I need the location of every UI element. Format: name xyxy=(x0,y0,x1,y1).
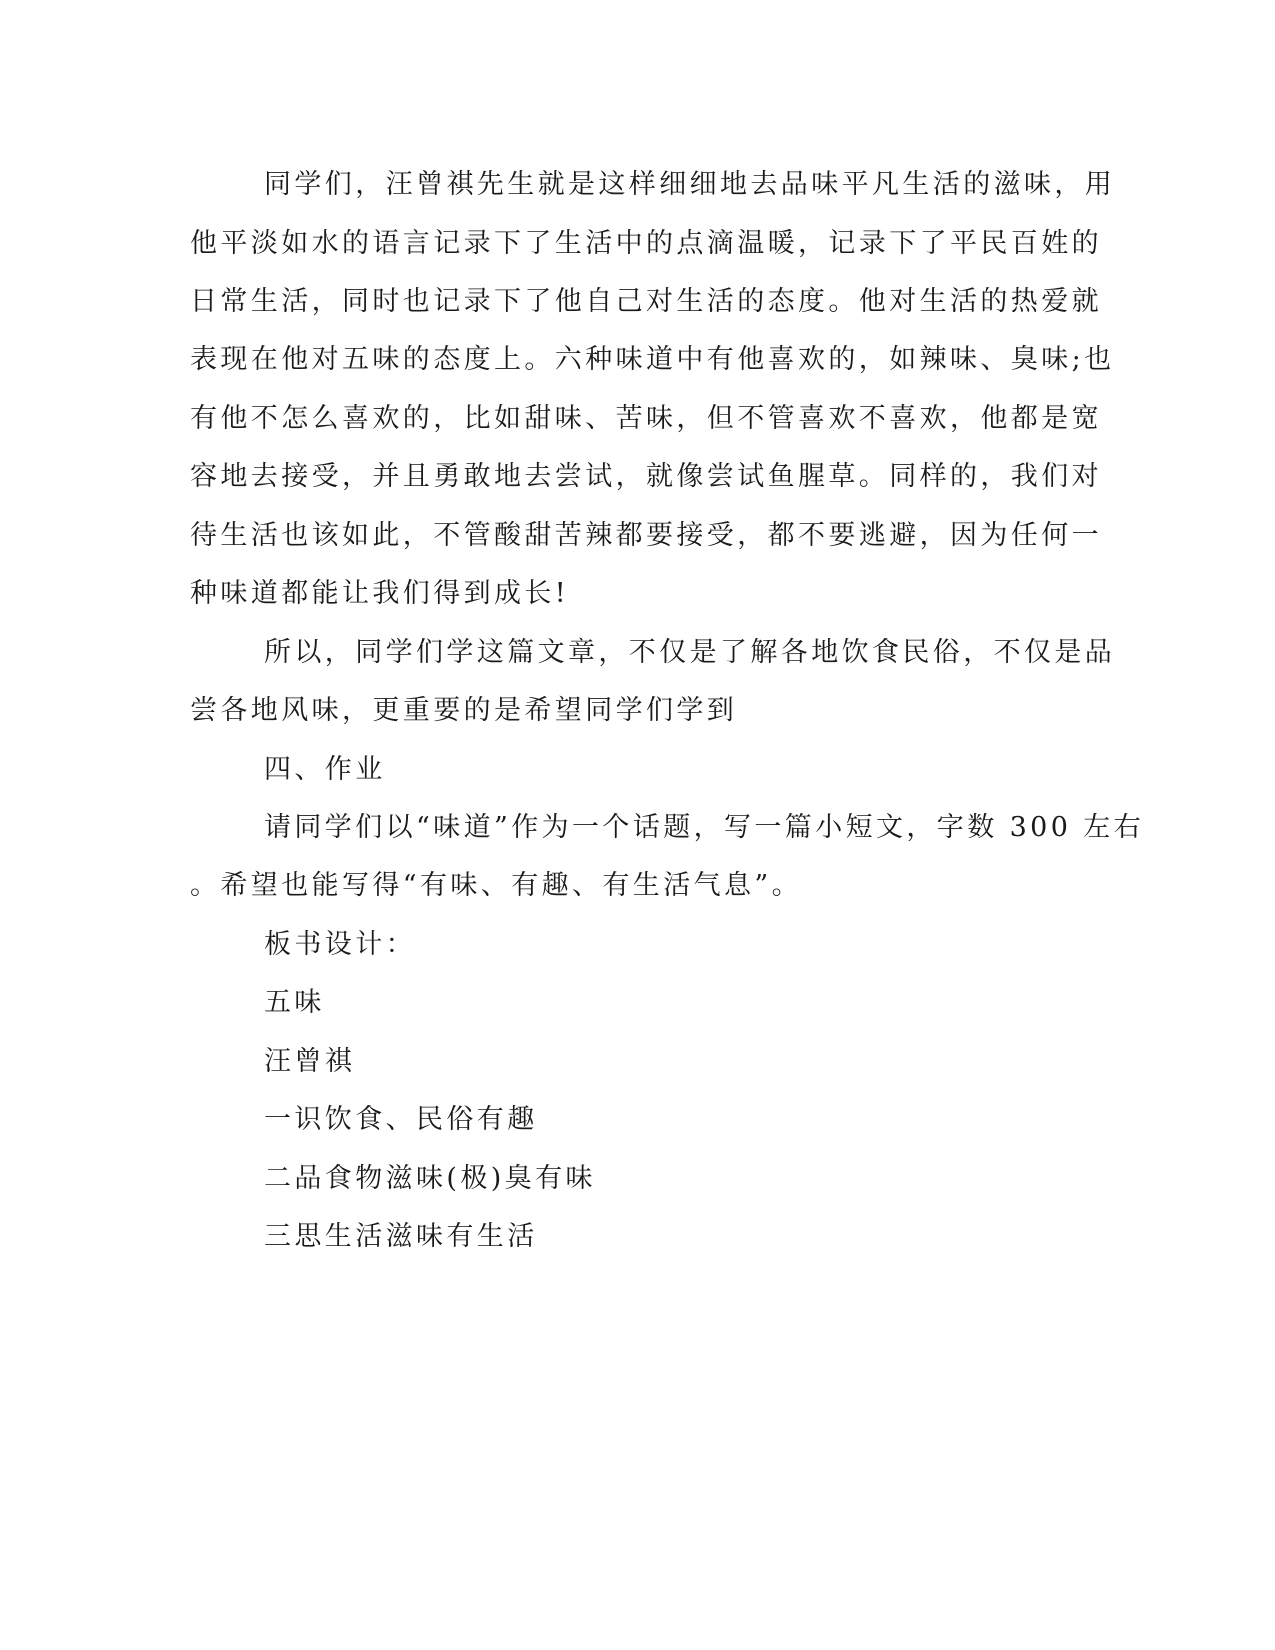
board-design-point-2: 二品食物滋味(极)臭有味 xyxy=(264,1163,596,1194)
board-design-heading: 板书设计： xyxy=(264,929,416,960)
board-design-point-1: 一识饮食、民俗有趣 xyxy=(264,1104,538,1135)
board-design-author: 汪曾祺 xyxy=(264,1046,356,1077)
paragraph-1-line-6: 容地去接受，并且勇敢地去尝试，就像尝试鱼腥草。同样的，我们对 xyxy=(190,461,1102,492)
paragraph-1-line-7: 待生活也该如此，不管酸甜苦辣都要接受，都不要逃避，因为任何一 xyxy=(190,520,1102,551)
paragraph-2-line-1: 所以，同学们学这篇文章，不仅是了解各地饮食民俗，不仅是品 xyxy=(264,637,1116,668)
homework-line-2: 。希望也能写得“有味、有趣、有生活气息”。 xyxy=(190,870,803,901)
board-design-title: 五味 xyxy=(264,987,325,1018)
paragraph-1-line-4: 表现在他对五味的态度上。六种味道中有他喜欢的，如辣味、臭味;也 xyxy=(190,344,1115,375)
homework-line-1: 请同学们以“味道”作为一个话题，写一篇小短文，字数 300 左右 xyxy=(264,812,1145,843)
paragraph-2-line-2: 尝各地风味，更重要的是希望同学们学到 xyxy=(190,695,738,726)
board-design-point-3: 三思生活滋味有生活 xyxy=(264,1221,538,1252)
paragraph-1-line-1: 同学们，汪曾祺先生就是这样细细地去品味平凡生活的滋味，用 xyxy=(264,169,1116,200)
paragraph-1-line-5: 有他不怎么喜欢的，比如甜味、苦味，但不管喜欢不喜欢，他都是宽 xyxy=(190,403,1102,434)
paragraph-1-line-8: 种味道都能让我们得到成长! xyxy=(190,578,570,609)
paragraph-1-line-3: 日常生活，同时也记录下了他自己对生活的态度。他对生活的热爱就 xyxy=(190,286,1102,317)
homework-heading: 四、作业 xyxy=(264,754,386,785)
paragraph-1-line-2: 他平淡如水的语言记录下了生活中的点滴温暖，记录下了平民百姓的 xyxy=(190,228,1102,259)
